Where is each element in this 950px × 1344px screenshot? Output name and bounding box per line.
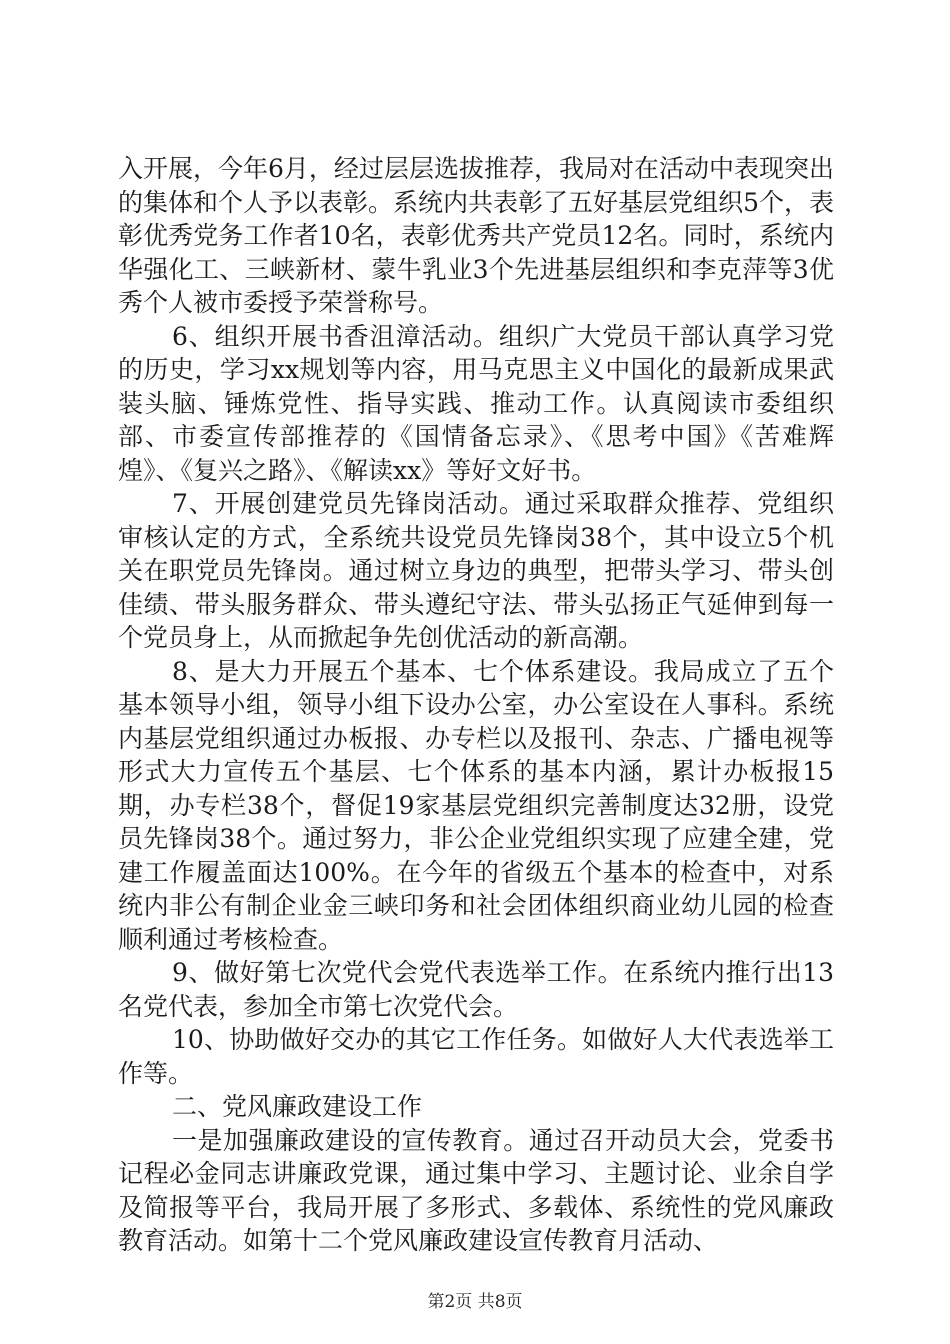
paragraph-continuation: 入开展，今年6月，经过层层选拔推荐，我局对在活动中表现突出的集体和个人予以表彰。系统内共表彰了五好基层党组织5个，表彰优秀党务工作者10名，表彰优秀共产党员12名。同时，系统内华强化工、三峡新材、蒙牛乳业3个先进基层组织和李克萍等3优秀个人被市委授予荣誉称号。 (118, 154, 834, 317)
paragraph-item-7: 7、开展创建党员先锋岗活动。通过采取群众推荐、党组织审核认定的方式，全系统共设党员先锋岗38个，其中设立5个机关在职党员先锋岗。通过树立身边的典型，把带头学习、带头创佳绩、带头服务群众、带头遵纪守法、带头弘扬正气延伸到每一个党员身上，从而掀起争先创优活动的新高潮。 (118, 489, 834, 652)
document-body (118, 152, 834, 1258)
page-number-footer: 第2页 共8页 (427, 1292, 523, 1312)
paragraph-item-6: 6、组织开展书香沮漳活动。组织广大党员干部认真学习党的历史，学习xx规划等内容，用马克思主义中国化的最新成果武装头脑、锤炼党性、指导实践、推动工作。认真阅读市委组织部、市委宣传部推荐的《国情备忘录》、《思考中国》《苦难辉煌》、《复兴之路》、《解读xx》等好文好书。 (118, 321, 834, 485)
paragraph-section-1: 一是加强廉政建设的宣传教育。通过召开动员大会，党委书记程必金同志讲廉政党课，通过集中学习、主题讨论、业余自学及简报等平台，我局开展了多形式、多载体、系统性的党风廉政教育活动。如第十二个党风廉政建设宣传教育月活动、 (118, 1125, 834, 1255)
section-heading: 二、党风廉政建设工作 (172, 1092, 423, 1121)
paragraph-item-10: 10、协助做好交办的其它工作任务。如做好人大代表选举工作等。 (118, 1025, 834, 1088)
paragraph-item-8: 8、是大力开展五个基本、七个体系建设。我局成立了五个基本领导小组，领导小组下设办公室，办公室设在人事科。系统内基层党组织通过办板报、办专栏以及报刊、杂志、广播电视等形式大力宣传五个基层、七个体系的基本内涵，累计办板报15期，办专栏38个，督促19家基层党组织完善制度达32册，设党员先锋岗38个。通过努力，非公企业党组织实现了应建全建，党建工作履盖面达100%。在今年的省级五个基本的检查中，对系统内非公有制企业金三峡印务和社会团体组织商业幼儿园的检查顺利通过考核检查。 (118, 656, 834, 954)
paragraph-item-9: 9、做好第七次党代会党代表选举工作。在系统内推行出13名党代表，参加全市第七次党代会。 (118, 958, 834, 1021)
